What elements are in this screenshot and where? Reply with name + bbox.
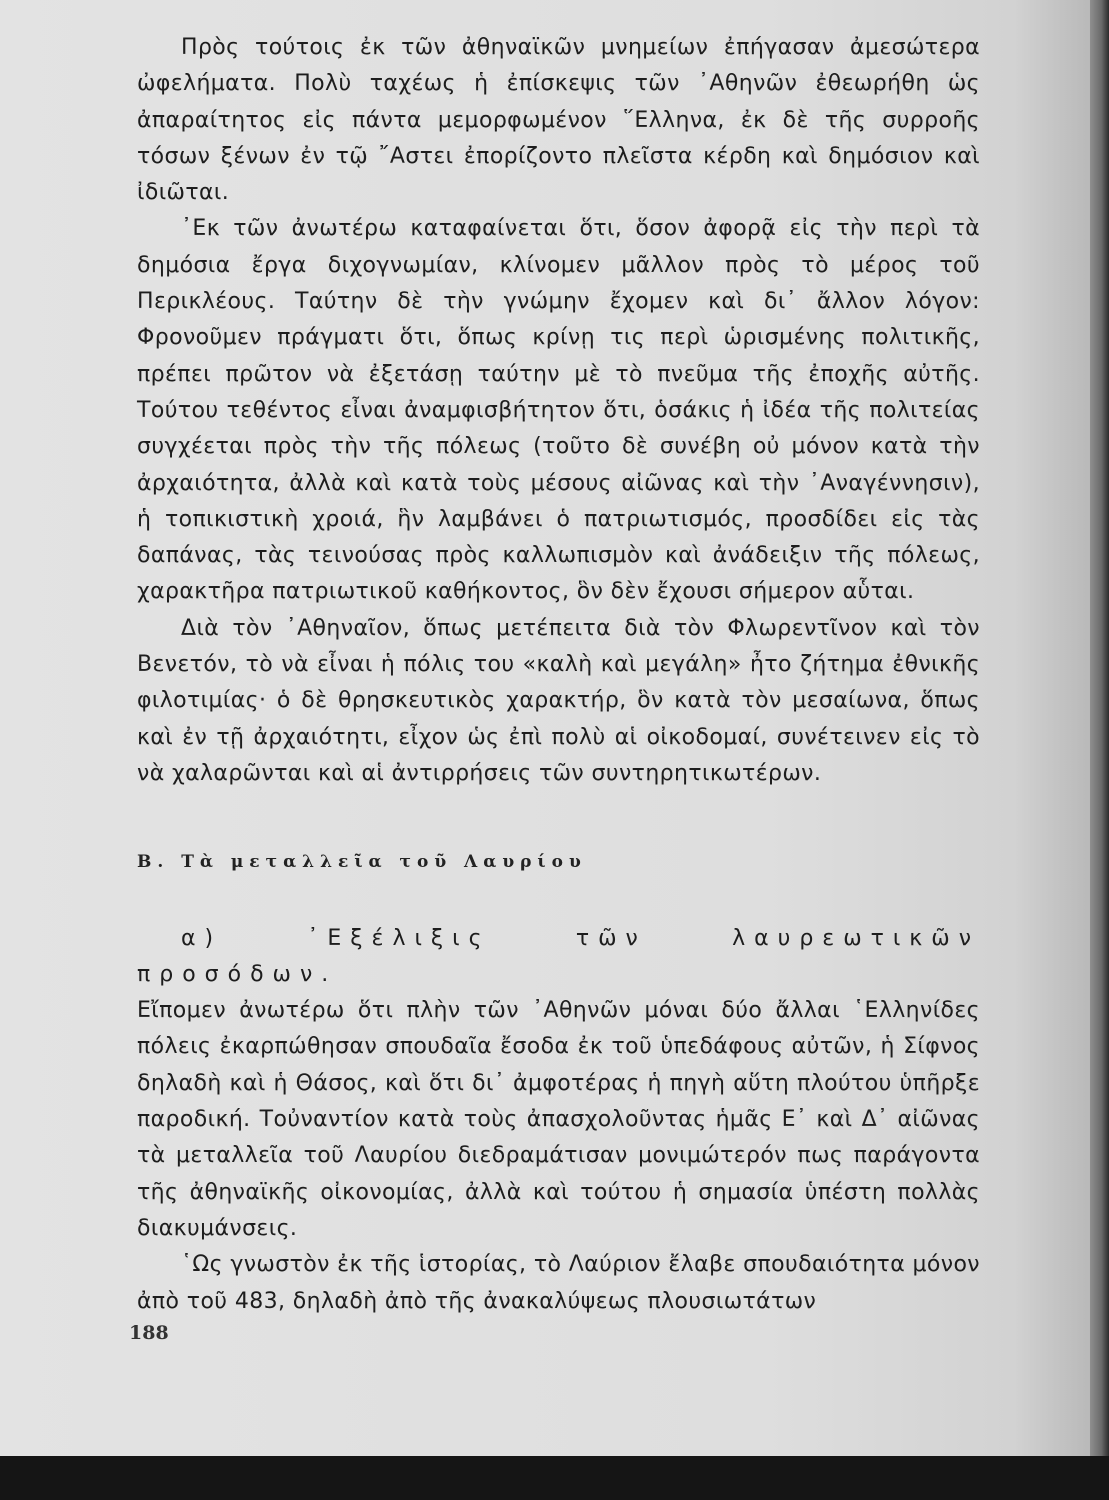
page-body — [137, 30, 980, 1320]
page-number: 188 — [129, 1322, 169, 1344]
paragraph-2: ᾿Εκ τῶν ἀνωτέρω καταφαίνεται ὅτι, ὅσον ἀφορᾷ εἰς τὴν περὶ τὰ δημόσια ἔργα διχογνωμίαν, κλίνομεν μᾶλλον πρὸς τὸ μέρος τοῦ Περικλέους. Ταύτην δὲ τὴν γνώμην ἔχομεν καὶ δι᾿ ἄλλον λόγον: Φρονοῦμεν πράγματι ὅτι, ὅπως κρίνῃ τις περὶ ὡρισμένης πολιτικῆς, πρέπει πρῶτον νὰ ἐξετάσῃ ταύτην μὲ τὸ πνεῦμα τῆς ἐποχῆς αὐτῆς. Τούτου τεθέντος εἶναι ἀναμφισβήτητον ὅτι, ὁσάκις ἡ ἰδέα τῆς πολιτείας συγχέεται πρὸς τὴν τῆς πόλεως (τοῦτο δὲ συνέβη οὐ μόνον κατὰ τὴν ἀρχαιότητα, ἀλλὰ καὶ κατὰ τοὺς μέσους αἰῶνας καὶ τὴν ᾿Αναγέννησιν), ἡ τοπικιστικὴ χροιά, ἣν λαμβάνει ὁ πατριωτισμός, προσδίδει εἰς τὰς δαπάνας, τὰς τεινούσας πρὸς καλλωπισμὸν καὶ ἀνάδειξιν τῆς πόλεως, χαρακτῆρα πατριωτικοῦ καθήκοντος, ὃν δὲν ἔχουσι σήμερον αὗται. — [137, 216, 980, 605]
scan-background — [0, 1456, 1109, 1500]
subsection-title: α) ᾿Εξέλιξις τῶν λαυρεωτικῶν προσόδων. — [137, 925, 980, 987]
section-heading: Β. Τὰ μεταλλεῖα τοῦ Λαυρίου — [137, 852, 587, 873]
paragraph-1: Πρὸς τούτοις ἐκ τῶν ἀθηναϊκῶν μνημείων ἐπήγασαν ἀμεσώτερα ὠφελήματα. Πολὺ ταχέως ἡ ἐπίσκεψις τῶν ᾿Αθηνῶν ἐθεωρήθη ὡς ἀπαραίτητος εἰς πάντα μεμορφωμένον ῞Ελληνα, ἐκ δὲ τῆς συρροῆς τόσων ξένων ἐν τῷ ῎Αστει ἐπορίζοντο πλεῖστα κέρδη καὶ δημόσιον καὶ ἰδιῶται. — [137, 35, 980, 206]
paragraph-5: ῾Ως γνωστὸν ἐκ τῆς ἱστορίας, τὸ Λαύριον ἔλαβε σπουδαιότητα μόνον ἀπὸ τοῦ 483, δηλαδὴ ἀπὸ τῆς ἀνακαλύψεως πλουσιωτάτων — [137, 1252, 980, 1314]
paragraph-3: Διὰ τὸν ᾿Αθηναῖον, ὅπως μετέπειτα διὰ τὸν Φλωρεντῖνον καὶ τὸν Βενετόν, τὸ νὰ εἶναι ἡ πόλις του «καλὴ καὶ μεγάλη» ἦτο ζήτημα ἐθνικῆς φιλοτιμίας· ὁ δὲ θρησκευτικὸς χαρακτήρ, ὃν κατὰ τὸν μεσαίωνα, ὅπως καὶ ἐν τῇ ἀρχαιότητι, εἶχον ὡς ἐπὶ πολὺ αἱ οἰκοδομαί, συνέτεινεν εἰς τὸ νὰ χαλαρῶνται καὶ αἱ ἀντιρρήσεις τῶν συντηρητικωτέρων. — [137, 615, 980, 786]
page-edge-shadow — [1090, 0, 1109, 1456]
paragraph-4: Εἴπομεν ἀνωτέρω ὅτι πλὴν τῶν ᾿Αθηνῶν μόναι δύο ἄλλαι ῾Ελληνίδες πόλεις ἐκαρπώθησαν σπουδαῖα ἔσοδα ἐκ τοῦ ὑπεδάφους αὐτῶν, ἡ Σίφνος δηλαδὴ καὶ ἡ Θάσος, καὶ ὅτι δι᾿ ἀμφοτέρας ἡ πηγὴ αὕτη πλούτου ὑπῆρξε παροδική. Τοὐναντίον κατὰ τοὺς ἀπασχολοῦντας ἡμᾶς Ε᾿ καὶ Δ᾿ αἰῶνας τὰ μεταλλεῖα τοῦ Λαυρίου διεδραμάτισαν μονιμώτερόν πως παράγοντα τῆς ἀθηναϊκῆς οἰκονομίας, ἀλλὰ καὶ τούτου ἡ σημασία ὑπέστη πολλὰς διακυμάνσεις. — [137, 998, 980, 1241]
